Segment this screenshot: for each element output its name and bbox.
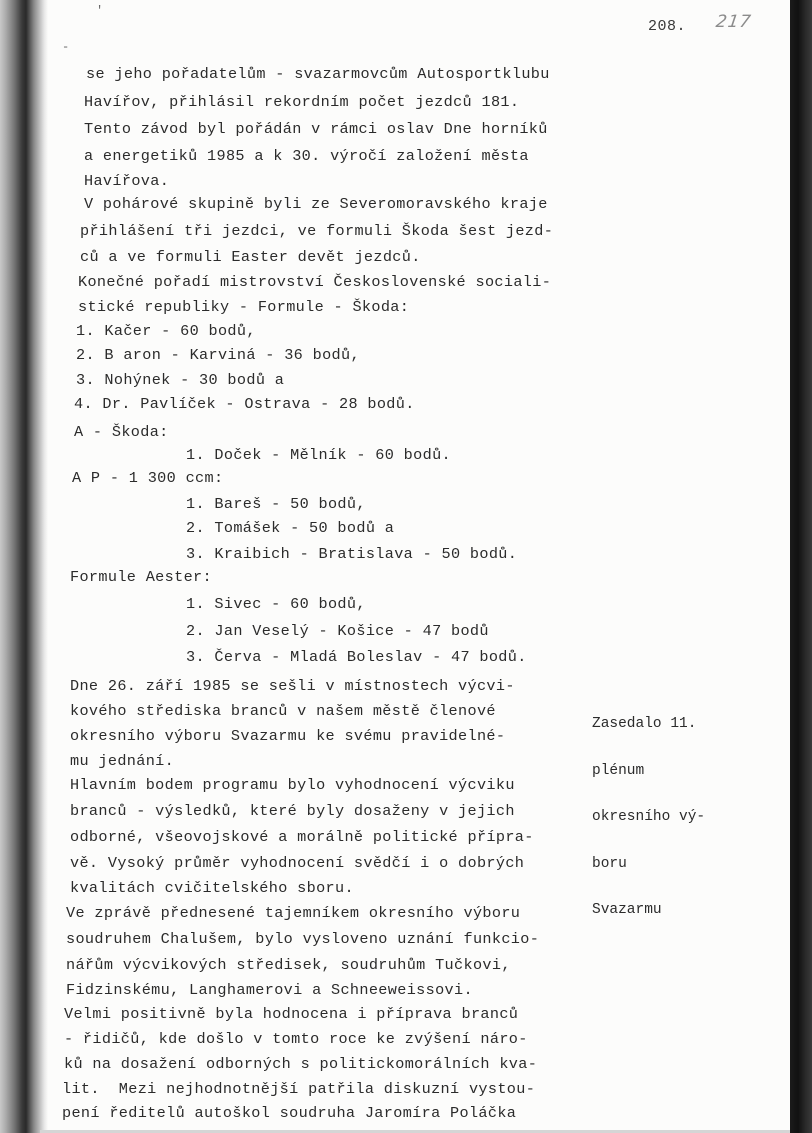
stray-mark: ' [96,4,104,18]
body-line: ků na dosažení odborných s politickomorálních kva- [64,1055,538,1073]
body-line: Velmi positivně byla hodnocena i příprava branců [64,1005,519,1023]
body-line: ců a ve formuli Easter devět jezdců. [80,248,421,266]
body-line: branců - výsledků, které byly dosaženy v jejich [70,802,515,820]
body-line: Havířova. [84,172,170,190]
category-heading: A - Škoda: [74,423,169,441]
margin-note [592,686,705,950]
result-line: 4. Dr. Pavlíček - Ostrava - 28 bodů. [74,395,415,413]
page-number: 208. [648,18,687,35]
body-line: odborné, všeovojskové a morálně politické přípra- [70,828,534,846]
result-line: 2. Tomášek - 50 bodů a [186,519,395,537]
body-line: nářům výcvikových středisek, soudruhům Tučkovi, [66,956,511,974]
body-line: kvalitách cvičitelského sboru. [70,879,354,897]
body-line: přihlášení tři jezdci, ve formuli Škoda šest jezd- [80,222,554,240]
body-line: stické republiky - Formule - Škoda: [78,298,410,316]
margin-note-line: Svazarmu [592,902,662,918]
scan-edge-right [790,0,812,1133]
body-line: okresního výboru Svazarmu ke svému pravidelné- [70,727,506,745]
body-line: Ve zprávě přednesené tajemníkem okresního výboru [66,904,521,922]
body-line: Dne 26. září 1985 se sešli v místnostech výcvi- [70,677,515,695]
result-line: 1. Kačer - 60 bodů, [76,322,256,340]
category-heading: Formule Aester: [70,568,212,586]
margin-note-line: boru [592,855,627,872]
body-line: mu jednání. [70,752,175,770]
result-line: 3. Nohýnek - 30 bodů a [76,371,285,389]
body-line: pení ředitelů autoškol soudruha Jaromíra Poláčka [62,1104,517,1122]
body-line: - řidičů, kde došlo v tomto roce ke zvýšení náro- [64,1030,528,1048]
margin-note-line: Zasedalo 11. [592,716,697,732]
body-line: Tento závod byl pořádán v rámci oslav Dne horníků [84,120,548,138]
body-line: Hlavním bodem programu bylo vyhodnocení výcviku [70,776,515,794]
binding-edge-left [0,0,48,1133]
body-line: V pohárové skupině byli ze Severomoravského kraje [84,195,548,213]
body-line: kového střediska branců v našem městě členové [70,702,496,720]
result-line: 2. Jan Veselý - Košice - 47 bodů [186,622,489,640]
category-heading: A P - 1 300 ccm: [72,469,224,487]
handwritten-archive-number: 217 [714,12,753,32]
result-line: 1. Bareš - 50 bodů, [186,495,366,513]
body-line: lit. Mezi nejhodnotnější patřila diskuzní vystou- [62,1080,536,1098]
body-line: a energetiků 1985 a k 30. výročí založení města [84,147,529,165]
body-line: se jeho pořadatelům - svazarmovcům Autosportklubu [86,65,550,83]
body-line: soudruhem Chalušem, bylo vysloveno uznání funkcio- [66,930,540,948]
result-line: 1. Sivec - 60 bodů, [186,595,366,613]
margin-note-line: okresního vý- [592,809,706,825]
body-line: vě. Vysoký průměr vyhodnocení svědčí i o dobrých [70,854,525,872]
result-line: 3. Kraibich - Bratislava - 50 bodů. [186,545,518,563]
body-line: Havířov, přihlásil rekordním počet jezdců 181. [84,93,520,111]
result-line: 2. B aron - Karviná - 36 bodů, [76,346,360,364]
margin-note-line: plénum [592,762,645,779]
body-line: Fidzinskému, Langhamerovi a Schneeweissovi. [66,981,473,999]
result-line: 1. Doček - Mělník - 60 bodů. [186,446,451,464]
body-line: Konečné pořadí mistrovství Československé sociali- [78,273,552,291]
result-line: 3. Červa - Mladá Boleslav - 47 bodů. [186,648,527,666]
stray-mark: - [62,40,70,54]
